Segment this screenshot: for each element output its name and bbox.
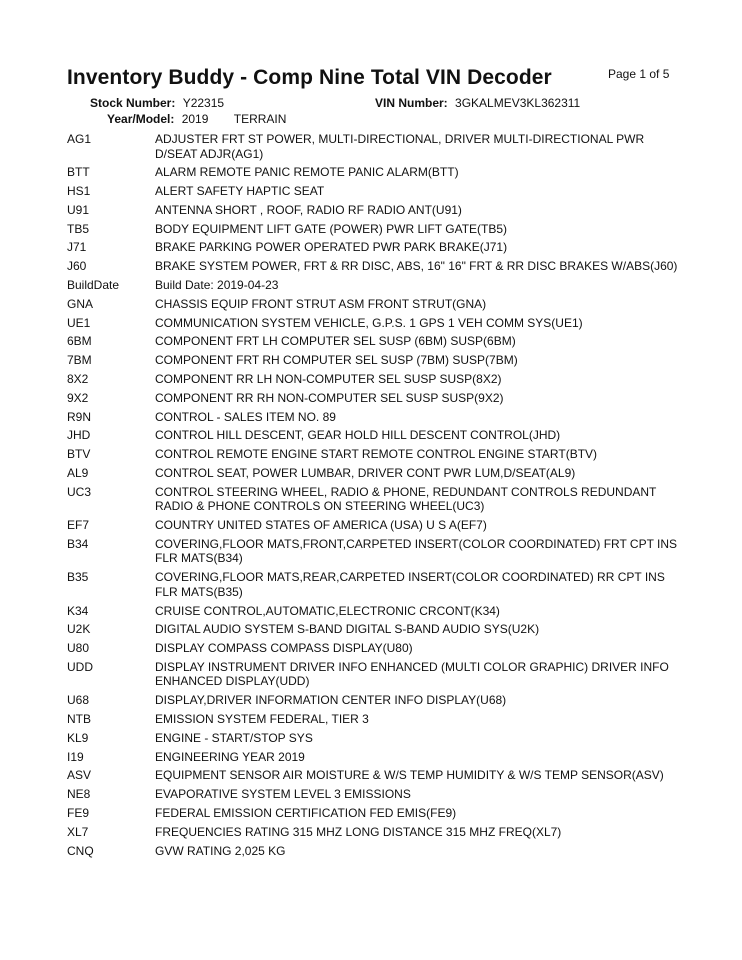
option-row	[67, 712, 687, 727]
option-description: DISPLAY INSTRUMENT DRIVER INFO ENHANCED (MULTI COLOR GRAPHIC) DRIVER INFO ENHANCED DISPLAY(UDD)	[155, 659, 669, 689]
option-row	[67, 622, 687, 637]
option-code: UE1	[67, 315, 91, 330]
vin-number-field	[375, 96, 580, 110]
option-description: COMPONENT FRT LH COMPUTER SEL SUSP (6BM) SUSP(6BM)	[155, 334, 516, 349]
option-code: BTT	[67, 165, 90, 180]
option-row	[67, 259, 687, 274]
option-description: CONTROL STEERING WHEEL, RADIO & PHONE, REDUNDANT CONTROLS REDUNDANT RADIO & PHONE CONTROLS ON STEERING WHEEL(UC3)	[155, 484, 657, 514]
option-description: COVERING,FLOOR MATS,REAR,CARPETED INSERT(COLOR COORDINATED) RR CPT INS FLR MATS(B35)	[155, 570, 665, 599]
option-description: ALERT SAFETY HAPTIC SEAT	[155, 184, 325, 199]
option-code: J71	[67, 240, 87, 255]
option-row	[67, 316, 687, 331]
option-code: AG1	[67, 132, 92, 146]
option-row	[67, 787, 687, 802]
option-row	[67, 278, 687, 293]
option-row	[67, 604, 687, 619]
option-code: XL7	[67, 824, 89, 839]
stock-number-value: Y22315	[182, 96, 225, 110]
option-description: CONTROL SEAT, POWER LUMBAR, DRIVER CONT PWR LUM,D/SEAT(AL9)	[155, 466, 576, 481]
option-row	[67, 353, 687, 368]
option-row	[67, 485, 687, 514]
report-title: Inventory Buddy - Comp Nine Total VIN Decoder	[67, 66, 552, 89]
option-description: CONTROL - SALES ITEM NO. 89	[155, 409, 336, 424]
option-row	[67, 334, 687, 349]
option-code: U80	[67, 641, 90, 656]
option-code: I19	[67, 749, 84, 764]
option-code: UC3	[67, 484, 92, 499]
option-description: CONTROL REMOTE ENGINE START REMOTE CONTROL ENGINE START(BTV)	[155, 447, 598, 462]
option-code: B35	[67, 570, 89, 585]
option-row	[67, 806, 687, 821]
option-code: 7BM	[67, 353, 92, 368]
vin-number-label: VIN Number:	[375, 96, 448, 110]
option-code: U2K	[67, 622, 91, 637]
option-row	[67, 132, 687, 161]
option-code: NTB	[67, 712, 91, 727]
option-description: BRAKE PARKING POWER OPERATED PWR PARK BRAKE(J71)	[155, 240, 508, 255]
option-code: TB5	[67, 221, 90, 236]
option-row	[67, 537, 687, 566]
option-description: COMPONENT FRT RH COMPUTER SEL SUSP (7BM) SUSP(7BM)	[155, 353, 518, 368]
option-description: ENGINEERING YEAR 2019	[155, 749, 305, 764]
option-code: ASV	[67, 768, 92, 783]
option-description: DISPLAY COMPASS COMPASS DISPLAY(U80)	[155, 641, 413, 656]
year-value: 2019	[181, 112, 209, 126]
year-model-field	[107, 112, 286, 126]
option-code: U91	[67, 202, 90, 217]
option-description: BRAKE SYSTEM POWER, FRT & RR DISC, ABS, 16" 16" FRT & RR DISC BRAKES W/ABS(J60)	[155, 259, 678, 274]
option-description: EVAPORATIVE SYSTEM LEVEL 3 EMISSIONS	[155, 787, 411, 802]
option-row	[67, 372, 687, 387]
option-description: COVERING,FLOOR MATS,FRONT,CARPETED INSERT(COLOR COORDINATED) FRT CPT INS FLR MATS(B34)	[155, 536, 678, 566]
option-code: BTV	[67, 447, 91, 462]
option-code: CNQ	[67, 843, 94, 858]
option-description: CONTROL HILL DESCENT, GEAR HOLD HILL DESCENT CONTROL(JHD)	[155, 428, 561, 443]
option-code: BuildDate	[67, 278, 120, 293]
option-row	[67, 731, 687, 746]
option-description: DIGITAL AUDIO SYSTEM S-BAND DIGITAL S-BAND AUDIO SYS(U2K)	[155, 622, 540, 637]
option-row	[67, 825, 687, 840]
option-row	[67, 410, 687, 425]
option-code: GNA	[67, 296, 94, 311]
option-row	[67, 693, 687, 708]
option-row	[67, 391, 687, 406]
option-description: COMPONENT RR RH NON-COMPUTER SEL SUSP SUSP(9X2)	[155, 390, 504, 405]
option-code: NE8	[67, 787, 91, 802]
stock-number-field	[90, 96, 224, 110]
option-list	[67, 132, 687, 862]
option-code: K34	[67, 603, 89, 618]
model-value: TERRAIN	[233, 112, 287, 126]
option-row	[67, 750, 687, 765]
option-code: 9X2	[67, 390, 89, 405]
option-row	[67, 641, 687, 656]
option-code: 6BM	[67, 334, 92, 349]
option-code: 8X2	[67, 372, 89, 387]
option-description: EQUIPMENT SENSOR AIR MOISTURE & W/S TEMP HUMIDITY & W/S TEMP SENSOR(ASV)	[155, 768, 664, 783]
option-code: JHD	[67, 428, 91, 443]
option-row	[67, 240, 687, 255]
option-description: EMISSION SYSTEM FEDERAL, TIER 3	[155, 712, 369, 727]
option-row	[67, 570, 687, 599]
option-row	[67, 447, 687, 462]
option-code: AL9	[67, 466, 89, 481]
option-description: COMPONENT RR LH NON-COMPUTER SEL SUSP SUSP(8X2)	[155, 372, 502, 387]
option-row	[67, 184, 687, 199]
option-description: FREQUENCIES RATING 315 MHZ LONG DISTANCE 315 MHZ FREQ(XL7)	[155, 824, 562, 839]
option-row	[67, 428, 687, 443]
option-row	[67, 203, 687, 218]
option-description: ALARM REMOTE PANIC REMOTE PANIC ALARM(BTT)	[155, 165, 459, 180]
option-description: FEDERAL EMISSION CERTIFICATION FED EMIS(FE9)	[155, 806, 457, 820]
option-code: HS1	[67, 184, 91, 199]
option-description: COMMUNICATION SYSTEM VEHICLE, G.P.S. 1 GPS 1 VEH COMM SYS(UE1)	[155, 315, 583, 330]
option-description: Build Date: 2019-04-23	[155, 278, 279, 293]
option-row	[67, 466, 687, 481]
option-description: GVW RATING 2,025 KG	[155, 843, 286, 858]
option-code: KL9	[67, 730, 89, 745]
year-model-label: Year/Model:	[107, 112, 175, 126]
option-description: BODY EQUIPMENT LIFT GATE (POWER) PWR LIFT GATE(TB5)	[155, 221, 508, 236]
page-number: Page 1 of 5	[608, 67, 670, 81]
option-description: ENGINE - START/STOP SYS	[155, 730, 313, 745]
option-code: UDD	[67, 659, 93, 674]
option-description: CRUISE CONTROL,AUTOMATIC,ELECTRONIC CRCONT(K34)	[155, 603, 500, 618]
stock-number-label: Stock Number:	[90, 96, 176, 110]
option-row	[67, 844, 687, 859]
option-description: DISPLAY,DRIVER INFORMATION CENTER INFO DISPLAY(U68)	[155, 693, 507, 708]
option-row	[67, 768, 687, 783]
option-description: CHASSIS EQUIP FRONT STRUT ASM FRONT STRUT(GNA)	[155, 296, 487, 311]
option-row	[67, 297, 687, 312]
option-code: R9N	[67, 409, 92, 424]
vin-number-value: 3GKALMEV3KL362311	[455, 96, 581, 110]
option-code: EF7	[67, 518, 90, 533]
option-code: B34	[67, 536, 89, 551]
option-code: J60	[67, 259, 87, 274]
option-description: ADJUSTER FRT ST POWER, MULTI-DIRECTIONAL, DRIVER MULTI-DIRECTIONAL PWR D/SEAT ADJR(AG1)	[155, 132, 645, 161]
option-row	[67, 222, 687, 237]
option-description: ANTENNA SHORT , ROOF, RADIO RF RADIO ANT(U91)	[155, 202, 462, 217]
option-code: U68	[67, 693, 90, 708]
option-row	[67, 165, 687, 180]
option-row	[67, 660, 687, 689]
option-description: COUNTRY UNITED STATES OF AMERICA (USA) U S A(EF7)	[155, 518, 487, 533]
option-row	[67, 518, 687, 533]
option-code: FE9	[67, 806, 90, 820]
